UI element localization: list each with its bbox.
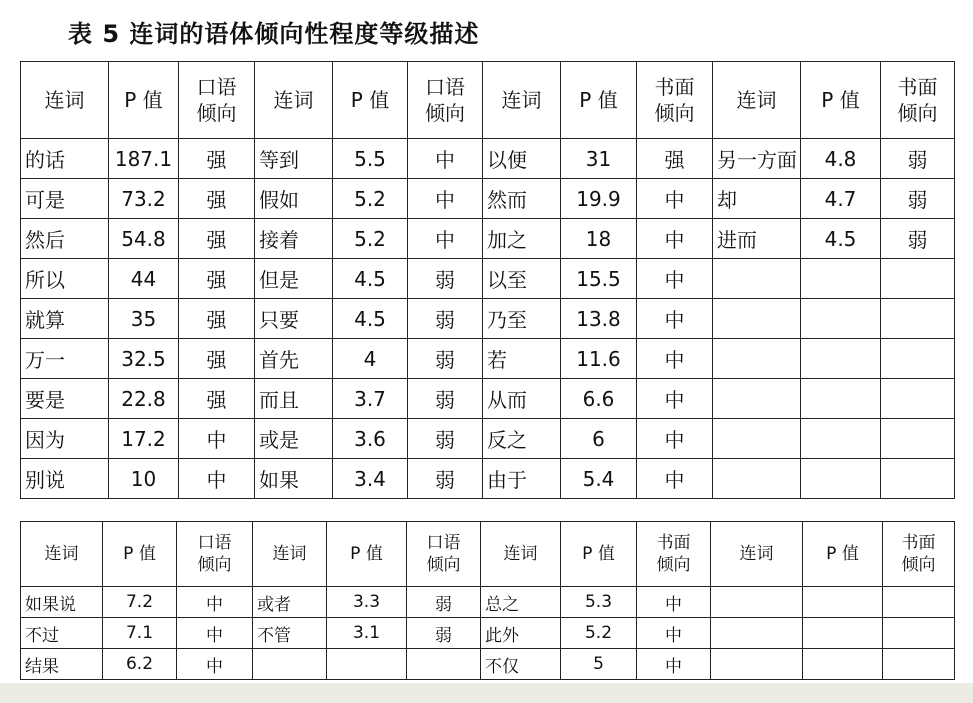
table-cell: 187.1 xyxy=(109,139,179,179)
table-row xyxy=(21,618,955,649)
table-cell: 中 xyxy=(637,587,711,618)
table-cell: 从而 xyxy=(483,379,561,419)
table-cell: 强 xyxy=(179,139,255,179)
table-cell: 反之 xyxy=(483,419,561,459)
header-cell: P 值 xyxy=(109,62,179,139)
header-cell: 连词 xyxy=(253,522,327,587)
table-cell: 7.1 xyxy=(103,618,177,649)
table-cell: 3.7 xyxy=(333,379,408,419)
table-cell: 万一 xyxy=(21,339,109,379)
table-cell: 要是 xyxy=(21,379,109,419)
table-cell xyxy=(883,649,955,680)
table-cell: 以便 xyxy=(483,139,561,179)
table-cell: 强 xyxy=(179,179,255,219)
header-cell: 书面 倾向 xyxy=(881,62,955,139)
table-cell: 中 xyxy=(637,379,713,419)
table-cell: 如果说 xyxy=(21,587,103,618)
table-cell xyxy=(713,379,801,419)
table-cell: 35 xyxy=(109,299,179,339)
table-cell: 44 xyxy=(109,259,179,299)
table-row xyxy=(21,299,955,339)
table-cell: 中 xyxy=(177,618,253,649)
table-cell: 6.6 xyxy=(561,379,637,419)
table-cell: 19.9 xyxy=(561,179,637,219)
table-cell: 5.3 xyxy=(561,587,637,618)
table-cell: 弱 xyxy=(408,299,483,339)
header-cell: 口语 倾向 xyxy=(177,522,253,587)
table-cell: 54.8 xyxy=(109,219,179,259)
tendency-table-continued xyxy=(20,521,955,680)
table-row xyxy=(21,459,955,499)
table-cell xyxy=(713,339,801,379)
table-cell: 由于 xyxy=(483,459,561,499)
table-cell: 不仅 xyxy=(481,649,561,680)
table-cell: 另一方面 xyxy=(713,139,801,179)
table-cell: 5.2 xyxy=(561,618,637,649)
header-cell: 口语 倾向 xyxy=(179,62,255,139)
table-cell: 10 xyxy=(109,459,179,499)
header-cell: P 值 xyxy=(327,522,407,587)
table-cell: 中 xyxy=(637,649,711,680)
header-cell: 连词 xyxy=(483,62,561,139)
table-cell: 只要 xyxy=(255,299,333,339)
table-cell: 而且 xyxy=(255,379,333,419)
table-cell: 5.2 xyxy=(333,179,408,219)
table-cell: 弱 xyxy=(407,618,481,649)
page-bottom-shade xyxy=(0,683,973,703)
table-cell xyxy=(803,587,883,618)
table-cell: 可是 xyxy=(21,179,109,219)
table-cell: 中 xyxy=(637,259,713,299)
table-cell: 加之 xyxy=(483,219,561,259)
table-cell xyxy=(713,419,801,459)
table-cell xyxy=(713,259,801,299)
header-cell: P 值 xyxy=(801,62,881,139)
table-cell: 但是 xyxy=(255,259,333,299)
table-cell: 中 xyxy=(637,618,711,649)
table-cell: 所以 xyxy=(21,259,109,299)
table-cell: 中 xyxy=(637,459,713,499)
table-cell: 的话 xyxy=(21,139,109,179)
table-cell: 此外 xyxy=(481,618,561,649)
table-cell: 以至 xyxy=(483,259,561,299)
table-cell: 弱 xyxy=(408,259,483,299)
table-cell: 32.5 xyxy=(109,339,179,379)
table-cell xyxy=(803,618,883,649)
table-cell: 15.5 xyxy=(561,259,637,299)
table-row xyxy=(21,649,955,680)
header-cell: 书面 倾向 xyxy=(637,522,711,587)
table-cell: 因为 xyxy=(21,419,109,459)
header-cell: 口语 倾向 xyxy=(408,62,483,139)
table-cell xyxy=(803,649,883,680)
header-cell: 连词 xyxy=(481,522,561,587)
header-cell: 书面 倾向 xyxy=(883,522,955,587)
table-cell: 4.8 xyxy=(801,139,881,179)
table-cell: 4 xyxy=(333,339,408,379)
tendency-table-main xyxy=(20,61,955,499)
header-cell: 连词 xyxy=(713,62,801,139)
table-cell: 强 xyxy=(637,139,713,179)
table-caption: 表 5 连词的语体倾向性程度等级描述 xyxy=(68,20,480,48)
table-cell xyxy=(711,649,803,680)
table-cell: 或者 xyxy=(253,587,327,618)
table-cell xyxy=(713,459,801,499)
table-cell: 中 xyxy=(637,219,713,259)
header-cell: 连词 xyxy=(255,62,333,139)
table-cell: 中 xyxy=(637,179,713,219)
table-cell: 5 xyxy=(561,649,637,680)
header-cell: 口语 倾向 xyxy=(407,522,481,587)
table-cell: 弱 xyxy=(408,339,483,379)
table-cell xyxy=(713,299,801,339)
header-cell: 连词 xyxy=(21,62,109,139)
table-cell: 强 xyxy=(179,259,255,299)
table-cell: 然而 xyxy=(483,179,561,219)
table-cell: 不管 xyxy=(253,618,327,649)
table-header-row xyxy=(21,522,955,587)
table-cell xyxy=(327,649,407,680)
table-cell: 5.5 xyxy=(333,139,408,179)
table-cell: 18 xyxy=(561,219,637,259)
table-cell: 中 xyxy=(179,459,255,499)
table-cell: 3.4 xyxy=(333,459,408,499)
table-cell: 就算 xyxy=(21,299,109,339)
table-cell: 弱 xyxy=(408,459,483,499)
table-cell xyxy=(881,379,955,419)
table-cell xyxy=(883,618,955,649)
table-cell: 弱 xyxy=(408,379,483,419)
table-cell: 结果 xyxy=(21,649,103,680)
table-cell: 中 xyxy=(408,219,483,259)
header-cell: P 值 xyxy=(333,62,408,139)
header-cell: 书面 倾向 xyxy=(637,62,713,139)
table-cell: 强 xyxy=(179,219,255,259)
table-cell: 进而 xyxy=(713,219,801,259)
table-cell: 等到 xyxy=(255,139,333,179)
table-cell: 5.4 xyxy=(561,459,637,499)
table-cell xyxy=(801,299,881,339)
table-cell: 弱 xyxy=(881,179,955,219)
table-cell: 6 xyxy=(561,419,637,459)
table-row xyxy=(21,139,955,179)
table-cell: 强 xyxy=(179,339,255,379)
table-cell: 总之 xyxy=(481,587,561,618)
header-cell: P 值 xyxy=(103,522,177,587)
table-cell: 17.2 xyxy=(109,419,179,459)
table-cell: 3.6 xyxy=(333,419,408,459)
table-cell xyxy=(881,339,955,379)
table-cell: 弱 xyxy=(881,139,955,179)
table-cell: 11.6 xyxy=(561,339,637,379)
header-cell: 连词 xyxy=(711,522,803,587)
table-cell: 如果 xyxy=(255,459,333,499)
table-cell: 13.8 xyxy=(561,299,637,339)
table-cell xyxy=(881,299,955,339)
table-cell: 乃至 xyxy=(483,299,561,339)
table-cell: 强 xyxy=(179,379,255,419)
header-cell: P 值 xyxy=(803,522,883,587)
table-cell xyxy=(801,259,881,299)
table-cell: 弱 xyxy=(407,587,481,618)
table-cell xyxy=(801,379,881,419)
table-cell: 中 xyxy=(637,299,713,339)
table-cell: 若 xyxy=(483,339,561,379)
table-cell: 中 xyxy=(408,179,483,219)
table-cell: 中 xyxy=(637,419,713,459)
table-row xyxy=(21,587,955,618)
table-cell: 弱 xyxy=(408,419,483,459)
table-cell: 假如 xyxy=(255,179,333,219)
table-header-row xyxy=(21,62,955,139)
table-row xyxy=(21,219,955,259)
table-cell: 4.5 xyxy=(333,259,408,299)
table-cell xyxy=(253,649,327,680)
table-cell: 接着 xyxy=(255,219,333,259)
table-cell: 别说 xyxy=(21,459,109,499)
table-cell: 4.5 xyxy=(333,299,408,339)
table-cell: 73.2 xyxy=(109,179,179,219)
table-row xyxy=(21,379,955,419)
table-cell xyxy=(407,649,481,680)
table-cell xyxy=(881,259,955,299)
table-cell xyxy=(801,339,881,379)
table-cell: 强 xyxy=(179,299,255,339)
table-cell: 31 xyxy=(561,139,637,179)
header-cell: P 值 xyxy=(561,522,637,587)
table-cell xyxy=(711,587,803,618)
table-cell: 22.8 xyxy=(109,379,179,419)
header-cell: 连词 xyxy=(21,522,103,587)
table-row xyxy=(21,419,955,459)
table-cell xyxy=(881,419,955,459)
table-cell: 3.1 xyxy=(327,618,407,649)
table-row xyxy=(21,259,955,299)
table-cell: 中 xyxy=(177,587,253,618)
table-row xyxy=(21,179,955,219)
table-cell xyxy=(711,618,803,649)
table-cell: 弱 xyxy=(881,219,955,259)
table-cell: 中 xyxy=(408,139,483,179)
table-cell xyxy=(801,459,881,499)
table-cell: 7.2 xyxy=(103,587,177,618)
table-cell: 中 xyxy=(179,419,255,459)
header-cell: P 值 xyxy=(561,62,637,139)
table-cell: 3.3 xyxy=(327,587,407,618)
table-cell: 中 xyxy=(637,339,713,379)
table-cell: 4.5 xyxy=(801,219,881,259)
table-cell: 不过 xyxy=(21,618,103,649)
table-cell: 却 xyxy=(713,179,801,219)
table-cell: 或是 xyxy=(255,419,333,459)
table-cell xyxy=(881,459,955,499)
table-cell: 5.2 xyxy=(333,219,408,259)
table-cell: 首先 xyxy=(255,339,333,379)
table-row xyxy=(21,339,955,379)
table-cell xyxy=(883,587,955,618)
table-cell: 中 xyxy=(177,649,253,680)
table-cell: 4.7 xyxy=(801,179,881,219)
table-cell xyxy=(801,419,881,459)
table-cell: 6.2 xyxy=(103,649,177,680)
table-cell: 然后 xyxy=(21,219,109,259)
